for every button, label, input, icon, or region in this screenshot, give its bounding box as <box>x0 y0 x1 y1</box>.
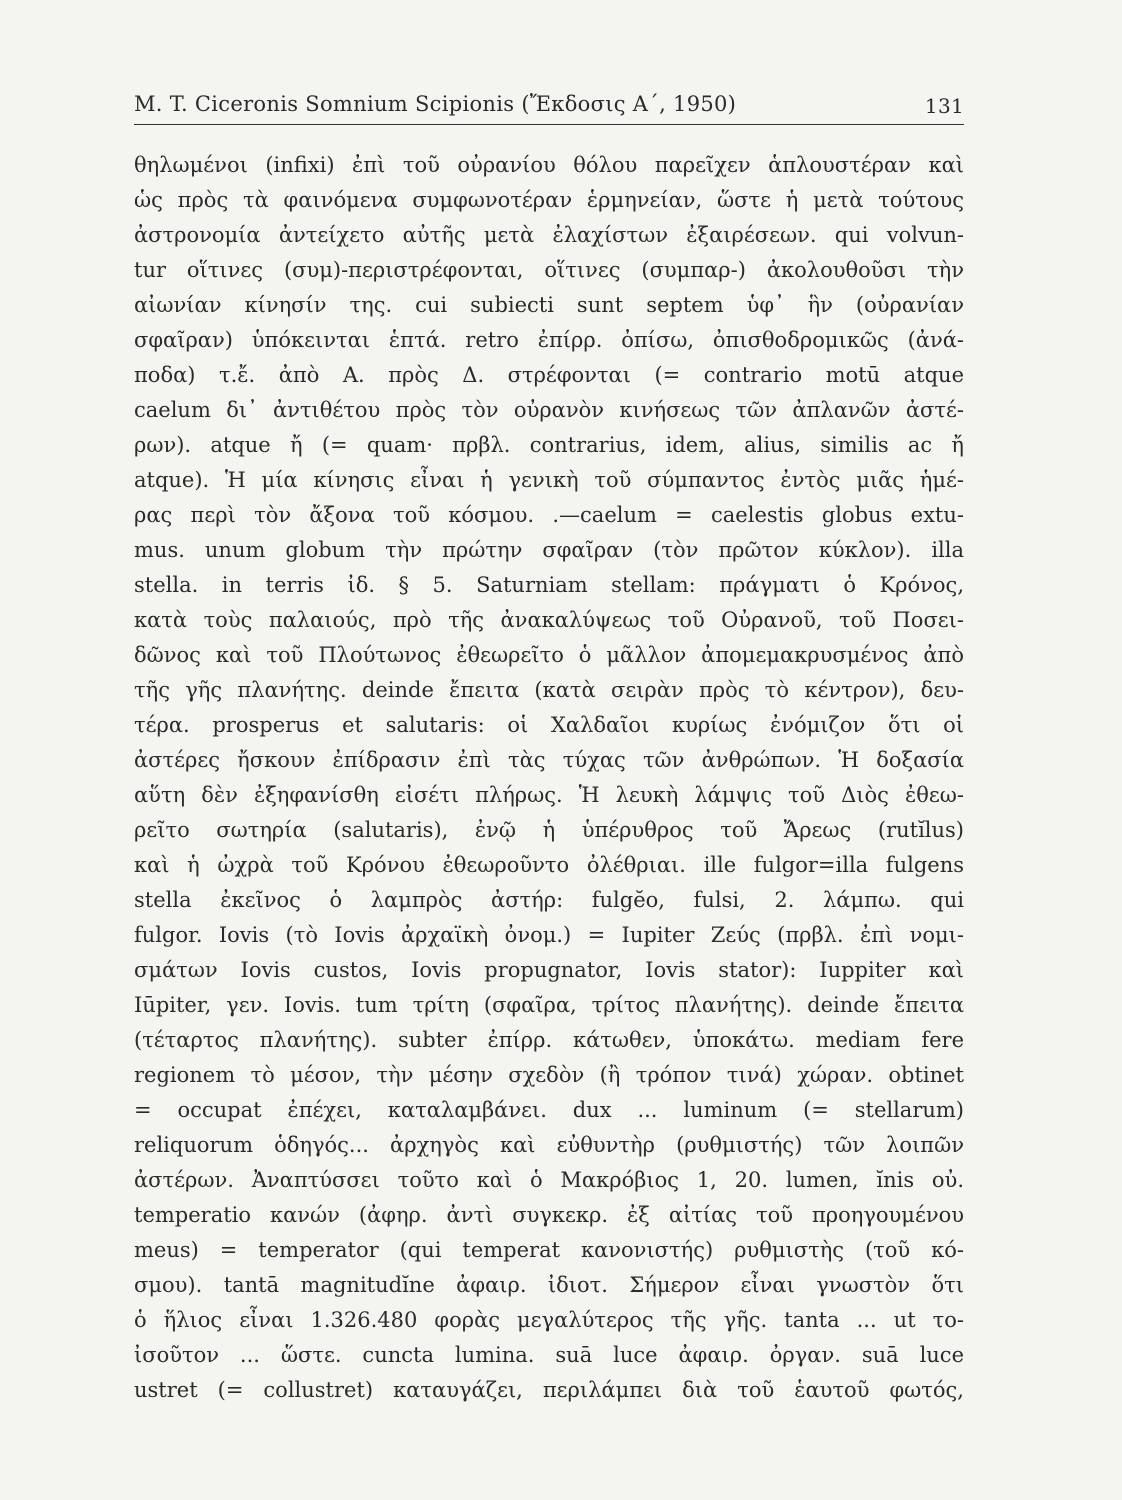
text-line: ποδα) τ.ἔ. ἀπὸ Α. πρὸς Δ. στρέφονται (= contrario motū atque <box>134 363 964 387</box>
text-line: caelum δι᾽ ἀντιθέτου πρὸς τὸν οὐρανὸν κινήσεως τῶν ἀπλανῶν ἀστέ- <box>134 398 964 422</box>
text-line: ἀστέρες ἤσκουν ἐπίδρασιν ἐπὶ τὰς τύχας τῶν ἀνθρώπων. Ἡ δοξασία <box>134 748 964 772</box>
text-line: κατὰ τοὺς παλαιούς, πρὸ τῆς ἀνακαλύψεως τοῦ Οὐρανοῦ, τοῦ Ποσει- <box>134 608 964 632</box>
text-line: meus) = temperator (qui temperat κανονιστής) ρυθμιστὴς (τοῦ κό- <box>134 1238 964 1262</box>
commentary-text <box>134 148 964 1408</box>
text-line: σφαῖραν) ὑπόκεινται ἑπτά. retro ἐπίρρ. ὀπίσω, ὀπισθοδρομικῶς (ἀνά- <box>134 328 964 352</box>
text-line: ἀστρονομία ἀντείχετο αὐτῆς μετὰ ἐλαχίστων ἐξαιρέσεων. qui volvun- <box>134 223 964 247</box>
text-line: σμάτων Iovis custos, Iovis propugnator, Iovis stator): Iuppiter καὶ <box>134 958 964 982</box>
text-line: regionem τὸ μέσον, τὴν μέσην σχεδὸν (ἢ τρόπον τινά) χώραν. obtinet <box>134 1063 964 1087</box>
text-line: δῶνος καὶ τοῦ Πλούτωνος ἐθεωρεῖτο ὁ μᾶλλον ἀπομεμακρυσμένος ἀπὸ <box>134 643 964 667</box>
running-header <box>134 86 964 125</box>
text-line: θηλωμένοι (infixi) ἐπὶ τοῦ οὐρανίου θόλου παρεῖχεν ἁπλουστέραν καὶ <box>134 153 964 177</box>
text-line: σμου). tantā magnitudĭne ἀφαιρ. ἰδιοτ. Σήμερον εἶναι γνωστὸν ὅτι <box>134 1273 964 1297</box>
text-line: ustret (= collustret) καταυγάζει, περιλάμπει διὰ τοῦ ἑαυτοῦ φωτός, <box>134 1378 964 1402</box>
text-line: ρας περὶ τὸν ἄξονα τοῦ κόσμου. .—caelum = caelestis globus extu- <box>134 503 964 527</box>
text-line: temperatio κανών (ἀφηρ. ἀντὶ συγκεκρ. ἐξ αἰτίας τοῦ προηγουμένου <box>134 1203 964 1227</box>
text-line: = occupat ἐπέχει, καταλαμβάνει. dux ... luminum (= stellarum) <box>134 1098 964 1122</box>
text-line: τῆς γῆς πλανήτης. deinde ἔπειτα (κατὰ σειρὰν πρὸς τὸ κέντρον), δευ- <box>134 678 964 702</box>
text-line: ὁ ἥλιος εἶναι 1.326.480 φορὰς μεγαλύτερος τῆς γῆς. tanta ... ut το- <box>134 1308 964 1332</box>
text-line: atque). Ἡ μία κίνησις εἶναι ἡ γενικὴ τοῦ σύμπαντος ἐντὸς μιᾶς ἡμέ- <box>134 468 964 492</box>
text-line: ἰσοῦτον ... ὥστε. cuncta lumina. suā luce ἀφαιρ. ὀργαν. suā luce <box>134 1343 964 1367</box>
text-line: τέρα. prosperus et salutaris: οἱ Χαλδαῖοι κυρίως ἐνόμιζον ὅτι οἱ <box>134 713 964 737</box>
text-line: fulgor. Iovis (τὸ Iovis ἀρχαϊκὴ ὀνομ.) = Iupiter Ζεύς (πρβλ. ἐπὶ νομι- <box>134 923 964 947</box>
page-number: 131 <box>924 94 964 118</box>
text-line: αἰωνίαν κίνησίν της. cui subiecti sunt septem ὑφ᾽ ἣν (οὐρανίαν <box>134 293 964 317</box>
text-line: ἀστέρων. Ἀναπτύσσει τοῦτο καὶ ὁ Μακρόβιος 1, 20. lumen, ĭnis οὐ. <box>134 1168 964 1192</box>
text-line: (τέταρτος πλανήτης). subter ἐπίρρ. κάτωθεν, ὑποκάτω. mediam fere <box>134 1028 964 1052</box>
text-line: stella. in terris ἰδ. § 5. Saturniam stellam: πράγματι ὁ Κρόνος, <box>134 573 964 597</box>
text-line: stella ἐκεῖνος ὁ λαμπρὸς ἀστήρ: fulgĕo, fulsi, 2. λάμπω. qui <box>134 888 964 912</box>
text-line: καὶ ἡ ὠχρὰ τοῦ Κρόνου ἐθεωροῦντο ὀλέθριαι. ille fulgor=illa fulgens <box>134 853 964 877</box>
text-line: mus. unum globum τὴν πρώτην σφαῖραν (τὸν πρῶτον κύκλον). illa <box>134 538 964 562</box>
text-line: ρων). atque ἤ (= quam· πρβλ. contrarius, idem, alius, similis ac ἤ <box>134 433 964 457</box>
text-line: Iūpiter, γεν. Iovis. tum τρίτη (σφαῖρα, τρίτος πλανήτης). deinde ἔπειτα <box>134 993 964 1017</box>
header-title: M. T. Ciceronis Somnium Scipionis (Ἔκδοσις Α΄, 1950) <box>134 92 737 116</box>
text-line: reliquorum ὁδηγός... ἀρχηγὸς καὶ εὐθυντὴρ (ρυθμιστής) τῶν λοιπῶν <box>134 1133 964 1157</box>
text-line: ὡς πρὸς τὰ φαινόμενα συμφωνοτέραν ἑρμηνείαν, ὥστε ἡ μετὰ τούτους <box>134 188 964 212</box>
text-line: tur οἵτινες (συμ)-περιστρέφονται, οἵτινες (συμπαρ-) ἀκολουθοῦσι τὴν <box>134 258 964 282</box>
text-line: αὕτη δὲν ἐξηφανίσθη εἰσέτι πλήρως. Ἡ λευκὴ λάμψις τοῦ Διὸς ἐθεω- <box>134 783 964 807</box>
text-line: ρεῖτο σωτηρία (salutaris), ἐνῷ ἡ ὑπέρυθρος τοῦ Ἄρεως (rutĭlus) <box>134 818 964 842</box>
